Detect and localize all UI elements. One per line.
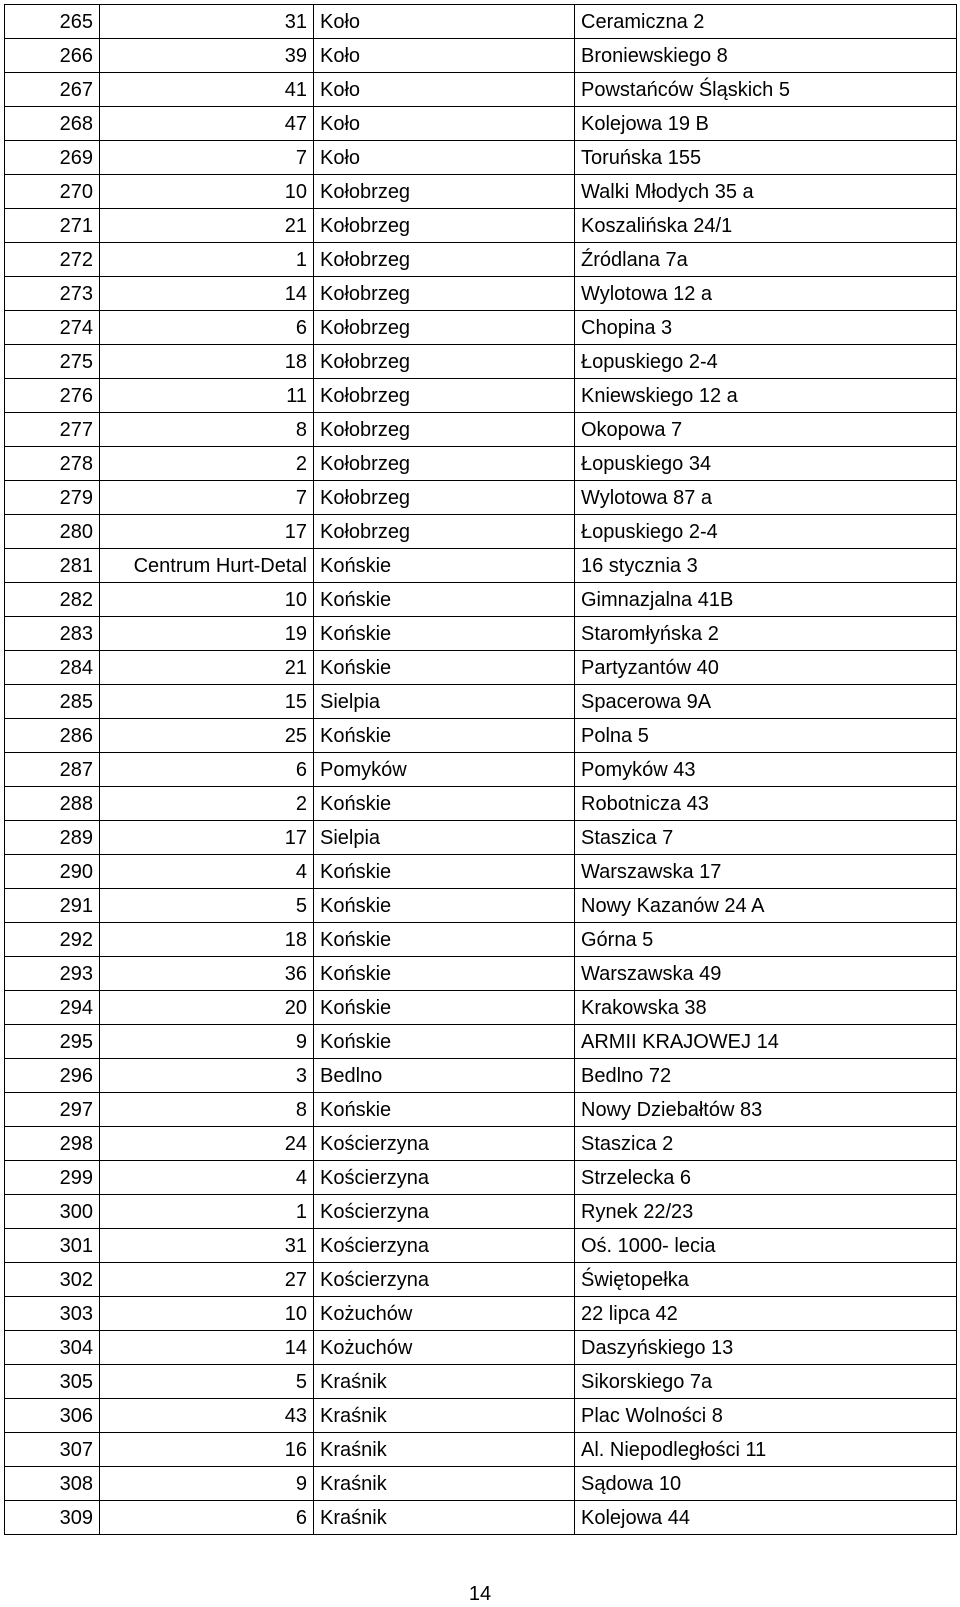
table-row xyxy=(5,277,957,311)
table-row xyxy=(5,1331,957,1365)
table-row xyxy=(5,753,957,787)
address-cell: Partyzantów 40 xyxy=(575,651,957,685)
row-index-cell: 269 xyxy=(5,141,100,175)
store-number-cell: 21 xyxy=(100,651,314,685)
row-index-cell: 287 xyxy=(5,753,100,787)
row-index-cell: 265 xyxy=(5,5,100,39)
store-number-cell: 5 xyxy=(100,889,314,923)
store-number-cell: 7 xyxy=(100,141,314,175)
store-number-cell: 11 xyxy=(100,379,314,413)
row-index-cell: 286 xyxy=(5,719,100,753)
table-row xyxy=(5,345,957,379)
page-number: 14 xyxy=(468,1583,492,1605)
store-number-cell: 15 xyxy=(100,685,314,719)
table-row xyxy=(5,719,957,753)
city-cell: Końskie xyxy=(314,651,575,685)
table-row xyxy=(5,73,957,107)
address-cell: Spacerowa 9A xyxy=(575,685,957,719)
store-number-cell: 20 xyxy=(100,991,314,1025)
address-cell: Koszalińska 24/1 xyxy=(575,209,957,243)
table-row xyxy=(5,141,957,175)
city-cell: Kołobrzeg xyxy=(314,345,575,379)
table-row xyxy=(5,1093,957,1127)
table-row xyxy=(5,821,957,855)
row-index-cell: 272 xyxy=(5,243,100,277)
store-number-cell: 14 xyxy=(100,277,314,311)
city-cell: Kołobrzeg xyxy=(314,311,575,345)
store-number-cell: 10 xyxy=(100,175,314,209)
row-index-cell: 274 xyxy=(5,311,100,345)
row-index-cell: 289 xyxy=(5,821,100,855)
address-cell: Wylotowa 87 a xyxy=(575,481,957,515)
row-index-cell: 280 xyxy=(5,515,100,549)
row-index-cell: 296 xyxy=(5,1059,100,1093)
row-index-cell: 281 xyxy=(5,549,100,583)
city-cell: Kościerzyna xyxy=(314,1127,575,1161)
table-row xyxy=(5,1501,957,1535)
row-index-cell: 300 xyxy=(5,1195,100,1229)
table-row xyxy=(5,651,957,685)
row-index-cell: 267 xyxy=(5,73,100,107)
city-cell: Kołobrzeg xyxy=(314,413,575,447)
row-index-cell: 279 xyxy=(5,481,100,515)
city-cell: Kraśnik xyxy=(314,1501,575,1535)
address-cell: Broniewskiego 8 xyxy=(575,39,957,73)
city-cell: Kożuchów xyxy=(314,1331,575,1365)
table-row xyxy=(5,209,957,243)
table-row xyxy=(5,1399,957,1433)
row-index-cell: 266 xyxy=(5,39,100,73)
store-number-cell: 31 xyxy=(100,1229,314,1263)
city-cell: Kołobrzeg xyxy=(314,277,575,311)
store-number-cell: 18 xyxy=(100,345,314,379)
table-row xyxy=(5,175,957,209)
address-cell: Staszica 2 xyxy=(575,1127,957,1161)
store-number-cell: Centrum Hurt-Detal xyxy=(100,549,314,583)
table-row xyxy=(5,481,957,515)
address-cell: Łopuskiego 2-4 xyxy=(575,515,957,549)
city-cell: Kościerzyna xyxy=(314,1195,575,1229)
store-number-cell: 9 xyxy=(100,1467,314,1501)
row-index-cell: 268 xyxy=(5,107,100,141)
table-row xyxy=(5,787,957,821)
address-cell: Bedlno 72 xyxy=(575,1059,957,1093)
table-row xyxy=(5,107,957,141)
address-cell: Staromłyńska 2 xyxy=(575,617,957,651)
store-number-cell: 10 xyxy=(100,583,314,617)
table-row xyxy=(5,5,957,39)
store-number-cell: 4 xyxy=(100,1161,314,1195)
city-cell: Końskie xyxy=(314,1025,575,1059)
row-index-cell: 288 xyxy=(5,787,100,821)
city-cell: Kołobrzeg xyxy=(314,175,575,209)
row-index-cell: 273 xyxy=(5,277,100,311)
store-number-cell: 39 xyxy=(100,39,314,73)
row-index-cell: 304 xyxy=(5,1331,100,1365)
table-row xyxy=(5,923,957,957)
row-index-cell: 285 xyxy=(5,685,100,719)
address-cell: Warszawska 49 xyxy=(575,957,957,991)
address-cell: Polna 5 xyxy=(575,719,957,753)
address-cell: Gimnazjalna 41B xyxy=(575,583,957,617)
store-number-cell: 6 xyxy=(100,311,314,345)
store-number-cell: 7 xyxy=(100,481,314,515)
address-cell: 22 lipca 42 xyxy=(575,1297,957,1331)
address-cell: Nowy Kazanów 24 A xyxy=(575,889,957,923)
store-number-cell: 2 xyxy=(100,787,314,821)
address-cell: Nowy Dziebałtów 83 xyxy=(575,1093,957,1127)
address-cell: Al. Niepodległości 11 xyxy=(575,1433,957,1467)
table-row xyxy=(5,1263,957,1297)
city-cell: Końskie xyxy=(314,855,575,889)
row-index-cell: 294 xyxy=(5,991,100,1025)
address-cell: Strzelecka 6 xyxy=(575,1161,957,1195)
address-cell: Powstańców Śląskich 5 xyxy=(575,73,957,107)
address-cell: Krakowska 38 xyxy=(575,991,957,1025)
address-cell: Sądowa 10 xyxy=(575,1467,957,1501)
store-number-cell: 8 xyxy=(100,413,314,447)
address-cell: Okopowa 7 xyxy=(575,413,957,447)
row-index-cell: 278 xyxy=(5,447,100,481)
address-cell: Sikorskiego 7a xyxy=(575,1365,957,1399)
address-cell: Kniewskiego 12 a xyxy=(575,379,957,413)
table-row xyxy=(5,617,957,651)
row-index-cell: 277 xyxy=(5,413,100,447)
address-cell: Walki Młodych 35 a xyxy=(575,175,957,209)
table-row xyxy=(5,39,957,73)
city-cell: Kołobrzeg xyxy=(314,447,575,481)
city-cell: Końskie xyxy=(314,923,575,957)
row-index-cell: 299 xyxy=(5,1161,100,1195)
city-cell: Kraśnik xyxy=(314,1467,575,1501)
row-index-cell: 305 xyxy=(5,1365,100,1399)
city-cell: Końskie xyxy=(314,617,575,651)
table-row xyxy=(5,1127,957,1161)
store-number-cell: 17 xyxy=(100,821,314,855)
table-row xyxy=(5,685,957,719)
city-cell: Kołobrzeg xyxy=(314,481,575,515)
city-cell: Kraśnik xyxy=(314,1399,575,1433)
table-row xyxy=(5,1195,957,1229)
row-index-cell: 283 xyxy=(5,617,100,651)
address-cell: Staszica 7 xyxy=(575,821,957,855)
address-cell: Rynek 22/23 xyxy=(575,1195,957,1229)
table-row xyxy=(5,1025,957,1059)
address-cell: Wylotowa 12 a xyxy=(575,277,957,311)
row-index-cell: 275 xyxy=(5,345,100,379)
table-row xyxy=(5,957,957,991)
address-cell: Źródlana 7a xyxy=(575,243,957,277)
city-cell: Sielpia xyxy=(314,821,575,855)
city-cell: Końskie xyxy=(314,1093,575,1127)
store-number-cell: 43 xyxy=(100,1399,314,1433)
table-row xyxy=(5,379,957,413)
row-index-cell: 308 xyxy=(5,1467,100,1501)
table-row xyxy=(5,1161,957,1195)
address-cell: Toruńska 155 xyxy=(575,141,957,175)
address-cell: Chopina 3 xyxy=(575,311,957,345)
address-cell: Robotnicza 43 xyxy=(575,787,957,821)
address-cell: 16 stycznia 3 xyxy=(575,549,957,583)
store-number-cell: 19 xyxy=(100,617,314,651)
city-cell: Końskie xyxy=(314,957,575,991)
row-index-cell: 282 xyxy=(5,583,100,617)
store-number-cell: 10 xyxy=(100,1297,314,1331)
city-cell: Kraśnik xyxy=(314,1433,575,1467)
city-cell: Sielpia xyxy=(314,685,575,719)
store-number-cell: 1 xyxy=(100,1195,314,1229)
row-index-cell: 284 xyxy=(5,651,100,685)
row-index-cell: 298 xyxy=(5,1127,100,1161)
city-cell: Kościerzyna xyxy=(314,1161,575,1195)
address-cell: Świętopełka xyxy=(575,1263,957,1297)
address-cell: Górna 5 xyxy=(575,923,957,957)
row-index-cell: 293 xyxy=(5,957,100,991)
city-cell: Koło xyxy=(314,39,575,73)
store-number-cell: 21 xyxy=(100,209,314,243)
city-cell: Bedlno xyxy=(314,1059,575,1093)
store-number-cell: 4 xyxy=(100,855,314,889)
city-cell: Koło xyxy=(314,107,575,141)
row-index-cell: 292 xyxy=(5,923,100,957)
city-cell: Kołobrzeg xyxy=(314,209,575,243)
table-row xyxy=(5,1433,957,1467)
table-row xyxy=(5,889,957,923)
address-cell: Pomyków 43 xyxy=(575,753,957,787)
row-index-cell: 270 xyxy=(5,175,100,209)
city-cell: Końskie xyxy=(314,991,575,1025)
row-index-cell: 309 xyxy=(5,1501,100,1535)
store-number-cell: 27 xyxy=(100,1263,314,1297)
table-row xyxy=(5,447,957,481)
table-row xyxy=(5,1365,957,1399)
city-cell: Końskie xyxy=(314,583,575,617)
store-number-cell: 14 xyxy=(100,1331,314,1365)
city-cell: Kraśnik xyxy=(314,1365,575,1399)
city-cell: Kołobrzeg xyxy=(314,379,575,413)
address-cell: Ceramiczna 2 xyxy=(575,5,957,39)
city-cell: Kościerzyna xyxy=(314,1263,575,1297)
store-number-cell: 41 xyxy=(100,73,314,107)
city-cell: Koło xyxy=(314,73,575,107)
address-cell: Kolejowa 19 B xyxy=(575,107,957,141)
row-index-cell: 301 xyxy=(5,1229,100,1263)
city-cell: Kożuchów xyxy=(314,1297,575,1331)
row-index-cell: 303 xyxy=(5,1297,100,1331)
store-number-cell: 36 xyxy=(100,957,314,991)
city-cell: Kołobrzeg xyxy=(314,515,575,549)
store-number-cell: 5 xyxy=(100,1365,314,1399)
city-cell: Koło xyxy=(314,5,575,39)
table-row xyxy=(5,1059,957,1093)
store-number-cell: 6 xyxy=(100,1501,314,1535)
table-row xyxy=(5,991,957,1025)
store-number-cell: 1 xyxy=(100,243,314,277)
address-cell: Warszawska 17 xyxy=(575,855,957,889)
address-cell: Łopuskiego 2-4 xyxy=(575,345,957,379)
row-index-cell: 307 xyxy=(5,1433,100,1467)
store-number-cell: 9 xyxy=(100,1025,314,1059)
row-index-cell: 297 xyxy=(5,1093,100,1127)
store-number-cell: 24 xyxy=(100,1127,314,1161)
table-row xyxy=(5,515,957,549)
store-number-cell: 3 xyxy=(100,1059,314,1093)
row-index-cell: 276 xyxy=(5,379,100,413)
data-table xyxy=(4,4,957,1535)
store-number-cell: 31 xyxy=(100,5,314,39)
address-cell: Łopuskiego 34 xyxy=(575,447,957,481)
address-cell: Daszyńskiego 13 xyxy=(575,1331,957,1365)
store-number-cell: 2 xyxy=(100,447,314,481)
table-row xyxy=(5,583,957,617)
table-row xyxy=(5,311,957,345)
table-row xyxy=(5,1297,957,1331)
row-index-cell: 271 xyxy=(5,209,100,243)
store-number-cell: 47 xyxy=(100,107,314,141)
city-cell: Końskie xyxy=(314,549,575,583)
city-cell: Kołobrzeg xyxy=(314,243,575,277)
store-number-cell: 16 xyxy=(100,1433,314,1467)
address-cell: Kolejowa 44 xyxy=(575,1501,957,1535)
city-cell: Pomyków xyxy=(314,753,575,787)
table-row xyxy=(5,1229,957,1263)
store-number-cell: 18 xyxy=(100,923,314,957)
store-number-cell: 25 xyxy=(100,719,314,753)
table-body xyxy=(5,5,957,1535)
city-cell: Końskie xyxy=(314,889,575,923)
city-cell: Koło xyxy=(314,141,575,175)
table-row xyxy=(5,413,957,447)
address-cell: Oś. 1000- lecia xyxy=(575,1229,957,1263)
row-index-cell: 290 xyxy=(5,855,100,889)
store-number-cell: 8 xyxy=(100,1093,314,1127)
row-index-cell: 302 xyxy=(5,1263,100,1297)
address-cell: ARMII KRAJOWEJ 14 xyxy=(575,1025,957,1059)
table-row xyxy=(5,855,957,889)
city-cell: Końskie xyxy=(314,719,575,753)
city-cell: Kościerzyna xyxy=(314,1229,575,1263)
row-index-cell: 291 xyxy=(5,889,100,923)
store-number-cell: 6 xyxy=(100,753,314,787)
row-index-cell: 306 xyxy=(5,1399,100,1433)
store-number-cell: 17 xyxy=(100,515,314,549)
city-cell: Końskie xyxy=(314,787,575,821)
row-index-cell: 295 xyxy=(5,1025,100,1059)
table-row xyxy=(5,243,957,277)
address-cell: Plac Wolności 8 xyxy=(575,1399,957,1433)
table-row xyxy=(5,1467,957,1501)
table-row xyxy=(5,549,957,583)
